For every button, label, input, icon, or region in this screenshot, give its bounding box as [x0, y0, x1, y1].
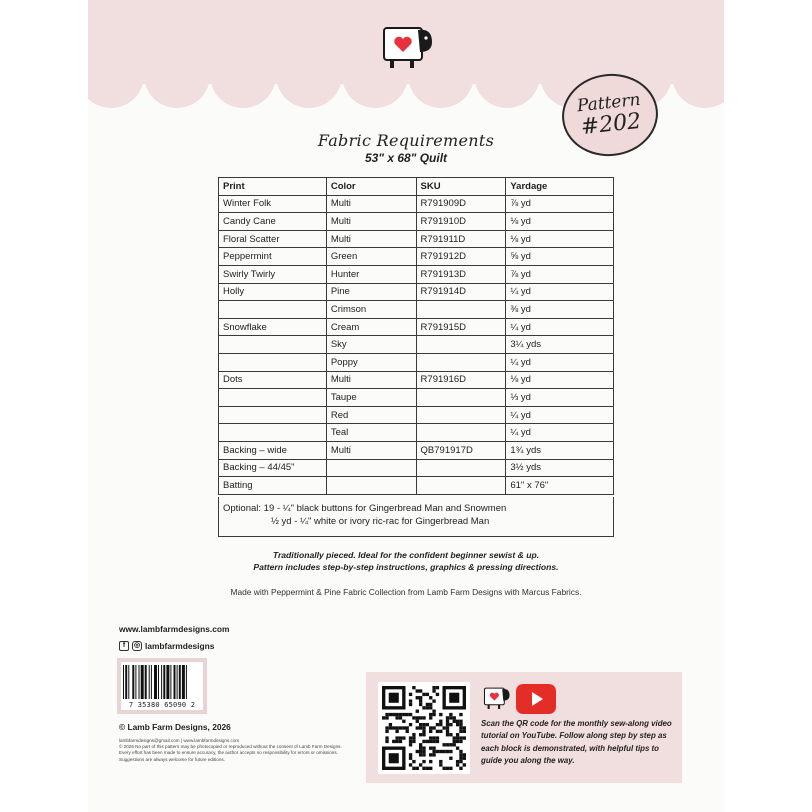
table-row: [219, 424, 614, 442]
table-row: [219, 265, 614, 283]
cell-yardage: 1¾ yds: [506, 441, 614, 459]
cell-color: Teal: [326, 424, 416, 442]
cell-print: Candy Cane: [219, 213, 327, 231]
cell-color: Sky: [326, 336, 416, 354]
cell-yardage: ⅓ yd: [506, 389, 614, 407]
qr-instructions: Scan the QR code for the monthly sew-along video tutorial on YouTube. Follow along step by step as each block is demonstrated, with helpful tips to guide you along the way.: [481, 719, 672, 766]
social-handle-row[interactable]: [119, 641, 214, 651]
cell-color: Red: [326, 406, 416, 424]
cell-yardage: 3½ yds: [506, 459, 614, 477]
col-header-sku: SKU: [416, 178, 506, 196]
table-row: [219, 195, 614, 213]
cell-print: [219, 353, 327, 371]
table-row: [219, 283, 614, 301]
cell-color: Multi: [326, 371, 416, 389]
optional-line-1: Optional: 19 - ¼" black buttons for Gingerbread Man and Snowmen: [223, 503, 507, 514]
cell-print: Peppermint: [219, 248, 327, 266]
cell-sku: [416, 459, 506, 477]
cell-color: Cream: [326, 318, 416, 336]
cell-color: Taupe: [326, 389, 416, 407]
cell-sku: R791911D: [416, 230, 506, 248]
section-title: Fabric Requirements: [317, 131, 495, 150]
table-row: [219, 213, 614, 231]
cell-sku: R791912D: [416, 248, 506, 266]
pattern-label: Pattern: [576, 89, 642, 117]
cell-yardage: ⅛ yd: [506, 371, 614, 389]
barcode-number: 7 35380 65090 2: [128, 701, 196, 709]
instagram-icon[interactable]: ◎: [133, 642, 141, 649]
table-row: [219, 336, 614, 354]
table-row: [219, 248, 614, 266]
cell-sku: R791910D: [416, 213, 506, 231]
cell-sku: [416, 301, 506, 319]
table-row: [219, 301, 614, 319]
qr-code[interactable]: [378, 682, 470, 774]
cell-sku: R791909D: [416, 195, 506, 213]
cell-sku: R791916D: [416, 371, 506, 389]
table-row: [219, 441, 614, 459]
cell-color: Crimson: [326, 301, 416, 319]
pattern-number: #202: [579, 108, 643, 141]
fabric-requirements-table: [218, 177, 614, 495]
cell-sku: [416, 336, 506, 354]
col-header-color: Color: [326, 178, 416, 196]
cell-print: Batting: [219, 477, 327, 495]
cell-print: Floral Scatter: [219, 230, 327, 248]
optional-line-2: ½ yd - ¼" white or ivory ric-rac for Gingerbread Man: [271, 516, 490, 527]
cell-print: [219, 424, 327, 442]
youtube-icon[interactable]: [516, 684, 556, 714]
cell-yardage: 61" x 76": [506, 477, 614, 495]
cell-sku: QB791917D: [416, 441, 506, 459]
cell-print: Holly: [219, 283, 327, 301]
cell-color: Hunter: [326, 265, 416, 283]
description-line-1: Traditionally pieced. Ideal for the confident beginner sewist & up.: [272, 550, 540, 560]
cell-color: Multi: [326, 213, 416, 231]
website-link[interactable]: www.lambfarmdesigns.com: [119, 624, 230, 634]
cell-yardage: ¼ yd: [506, 318, 614, 336]
cell-yardage: ⅛ yd: [506, 230, 614, 248]
cell-color: Multi: [326, 441, 416, 459]
facebook-icon[interactable]: f: [119, 641, 129, 651]
cell-yardage: ⅜ yd: [506, 301, 614, 319]
cell-print: Dots: [219, 371, 327, 389]
made-with-note: Made with Peppermint & Pine Fabric Collection from Lamb Farm Designs with Marcus Fabrics.: [230, 587, 582, 597]
sheep-logo-icon: [382, 24, 434, 70]
table-row: [219, 318, 614, 336]
cell-print: Winter Folk: [219, 195, 327, 213]
cell-color: Poppy: [326, 353, 416, 371]
cell-sku: R791914D: [416, 283, 506, 301]
fabric-requirements-heading: [88, 131, 724, 165]
cell-yardage: ¼ yd: [506, 353, 614, 371]
cell-sku: [416, 477, 506, 495]
cell-color: Pine: [326, 283, 416, 301]
cell-print: [219, 389, 327, 407]
col-header-yardage: Yardage: [506, 178, 614, 196]
cell-sku: R791915D: [416, 318, 506, 336]
cell-print: Backing – 44/45": [219, 459, 327, 477]
copyright: © Lamb Farm Designs, 2026: [119, 722, 231, 732]
cell-print: [219, 406, 327, 424]
table-row: [219, 353, 614, 371]
description-line-2: Pattern includes step-by-step instructions, graphics & pressing directions.: [253, 562, 559, 572]
cell-print: Swirly Twirly: [219, 265, 327, 283]
cell-print: [219, 301, 327, 319]
cell-sku: R791913D: [416, 265, 506, 283]
cell-yardage: 3¼ yds: [506, 336, 614, 354]
cell-color: Multi: [326, 230, 416, 248]
cell-print: Backing – wide: [219, 441, 327, 459]
quilt-size: 53" x 68" Quilt: [364, 151, 448, 165]
cell-yardage: ⅞ yd: [506, 265, 614, 283]
fine-print: lambfarmdesigns@gmail.com | www.lambfarmdesigns.com © 2026 No part of this pattern may be photocopied or reproduced without the consent of Lamb Farm Designs. Every effort has been made to ensure accuracy, the author accepts no responsibility for errors or omissions. Suggestions are always welcome for future editions.: [119, 738, 342, 762]
cell-yardage: ¼ yd: [506, 406, 614, 424]
cell-yardage: ¼ yd: [506, 283, 614, 301]
sheep-logo-icon: [482, 686, 512, 710]
pattern-back-cover: [88, 0, 724, 812]
barcode-box: [117, 658, 207, 714]
qr-panel: [366, 672, 682, 783]
cell-sku: [416, 424, 506, 442]
col-header-print: Print: [219, 178, 327, 196]
cell-print: [219, 336, 327, 354]
table-header-row: [219, 178, 614, 196]
pattern-description: [88, 549, 724, 573]
cell-color: [326, 477, 416, 495]
cell-sku: [416, 406, 506, 424]
table-row: [219, 477, 614, 495]
cell-sku: [416, 389, 506, 407]
cell-color: Green: [326, 248, 416, 266]
cell-sku: [416, 353, 506, 371]
cell-yardage: ¼ yd: [506, 424, 614, 442]
table-row: [219, 389, 614, 407]
upc-barcode: [121, 662, 203, 710]
optional-notions: [218, 497, 614, 537]
cell-yardage: ⅝ yd: [506, 248, 614, 266]
barcode-bars: [123, 665, 201, 699]
table-row: [219, 406, 614, 424]
social-handle: lambfarmdesigns: [145, 641, 215, 651]
table-row: [219, 230, 614, 248]
cell-yardage: ⅛ yd: [506, 213, 614, 231]
qr-code-icon: [382, 686, 466, 770]
table-row: [219, 371, 614, 389]
cell-yardage: ⅞ yd: [506, 195, 614, 213]
cell-print: Snowflake: [219, 318, 327, 336]
cell-color: Multi: [326, 195, 416, 213]
cell-color: [326, 459, 416, 477]
table-row: [219, 459, 614, 477]
